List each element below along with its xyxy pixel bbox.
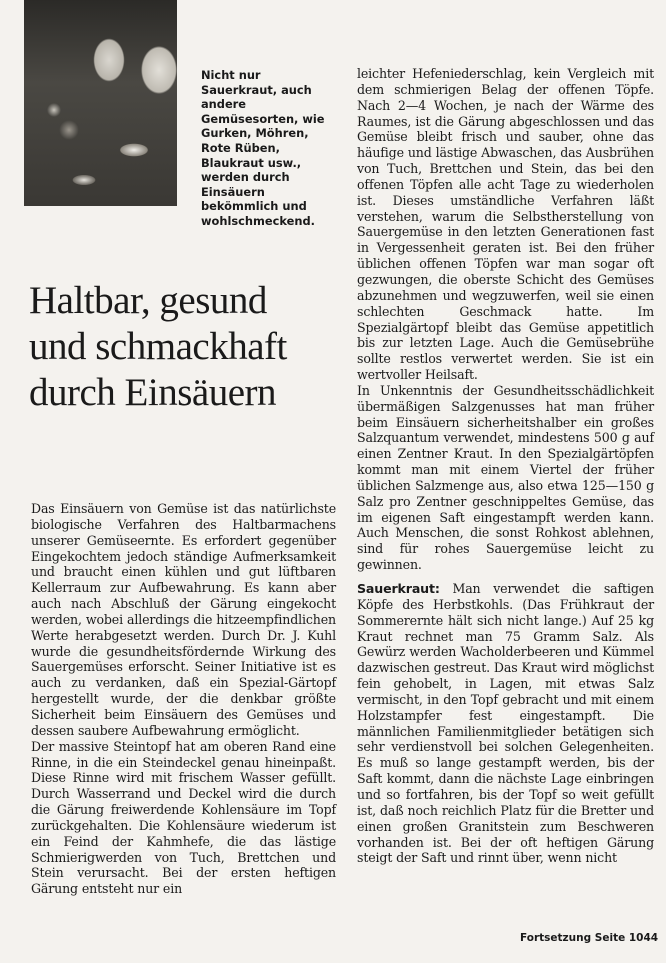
paragraph: In Unkenntnis der Gesundheitsschädlichkeit übermäßigen Salzgenusses hat man früher beim Einsäuern sicherheitshalber ein großes Salzquantum verwendet, mindestens 500 g auf einen Zentner Kraut. In den Spezialgärtöpfen kommt man mit einem Viertel der früher üblichen Salzmenge aus, also etwa 125—150 g Salz pro Zentner geschnippeltes Gemüse, das im eigenen Saft eingestampft werden kann. Auch Menschen, die sonst Rohkost ablehnen, sind für rohes Sauergemüse leicht zu gewinnen. <box>357 382 654 573</box>
paragraph: Das Einsäuern von Gemüse ist das natürlichste biologische Verfahren des Haltbarmachens unserer Gemüseernte. Es erfordert gegenüber Eingekochtem jedoch ständige Aufmerksamkeit und braucht einen kühlen und gut lüftbaren Kellerraum zur Aufbewahrung. Es kann aber auch nach Abschluß der Gärung eingekocht werden, wobei allerdings die hitzeempfindlichen Werte herabgesetzt werden. Durch Dr. J. Kuhl wurde die gesundheitsfördernde Wirkung des Sauergemüses erforscht. Seiner Initiative ist es auch zu verdanken, daß ein Spezial-Gärtopf hergestellt wurde, der die denkbar größte Sicherheit beim Einsäuern des Gemüses und dessen saubere Aufbewahrung ermöglicht. <box>31 501 336 738</box>
paragraph: leichter Hefeniederschlag, kein Vergleich mit dem schmierigen Belag der offenen Töpfe. Nach 2—4 Wochen, je nach der Wärme des Raumes, ist die Gärung abgeschlossen und das Gemüse bleibt frisch und sauber, ohne das häufige und lästige Abwaschen, das Ausbrühen von Tuch, Brettchen und Stein, das bei den offenen Töpfen alle acht Tage zu wiederholen ist. Dieses umständliche Verfahren läßt verstehen, warum die Selbstherstellung von Sauergemüse in den letzten Generationen fast in Vergessenheit geraten ist. Bei den früher üblichen offenen Töpfen war man sogar oft gezwungen, die oberste Schicht des Gemüses abzunehmen und wegzuwerfen, weil sie einen schlechten Geschmack hatte. Im Spezialgärtopf bleibt das Gemüse appetitlich bis zur letzten Lage. Auch die Gemüsebrühe sollte restlos verwertet werden. Sie ist ein wertvoller Heilsaft. <box>357 66 654 383</box>
left-column <box>31 501 336 897</box>
sauerkraut-text: Man verwendet die saftigen Köpfe des Herbstkohls. (Das Frühkraut der Sommerernte hält sich nicht lange.) Auf 25 kg Kraut rechnet man 75 Gramm Salz. Als Gewürz werden Wacholderbeeren und Kümmel dazwischen gestreut. Das Kraut wird möglichst fein gehobelt, in Lagen, mit etwas Salz vermischt, in den Topf gebracht und mit einem Holzstampfer fest eingestampft. Die männlichen Familienmitglieder betätigen sich sehr verdienstvoll bei solchen Gelegenheiten. Es muß so lange gestampft werden, bis der Saft kommt, dann die nächste Lage einbringen und so fortfahren, bis der Topf so weit gefüllt ist, daß noch reichlich Platz für die Bretter und einen großen Granitstein zum Beschweren vorhanden ist. Bei der oft heftigen Gärung steigt der Saft und rinnt über, wenn nicht <box>357 581 654 866</box>
sauerkraut-paragraph <box>357 581 654 866</box>
right-column <box>357 66 654 866</box>
vegetable-jars-photo <box>24 0 177 206</box>
sauerkraut-lead: Sauerkraut: <box>357 581 440 596</box>
title-line-3: durch Einsäuern <box>29 371 276 414</box>
continuation-note: Fortsetzung Seite 1044 <box>520 932 659 944</box>
title-line-2: und schmackhaft <box>29 325 287 368</box>
paragraph: Der massive Steintopf hat am oberen Rand eine Rinne, in die ein Steindeckel genau hineinpaßt. Diese Rinne wird mit frischem Wasser gefüllt. Durch Wasserrand und Deckel wird die durch die Gärung freiwerdende Kohlensäure im Topf zurückgehalten. Die Kohlensäure wiederum ist ein Feind der Kahmhefe, die das lästige Schmierigwerden von Tuch, Brettchen und Stein verursacht. Bei der ersten heftigen Gärung entsteht nur ein <box>31 738 336 897</box>
article-title <box>29 278 329 416</box>
title-line-1: Haltbar, gesund <box>29 279 267 322</box>
photo-caption: Nicht nur Sauerkraut, auch andere Gemüsesorten, wie Gurken, Möhren, Rote Rüben, Blaukraut usw., werden durch Einsäuern bekömmlich und wohlschmeckend. <box>201 68 325 228</box>
